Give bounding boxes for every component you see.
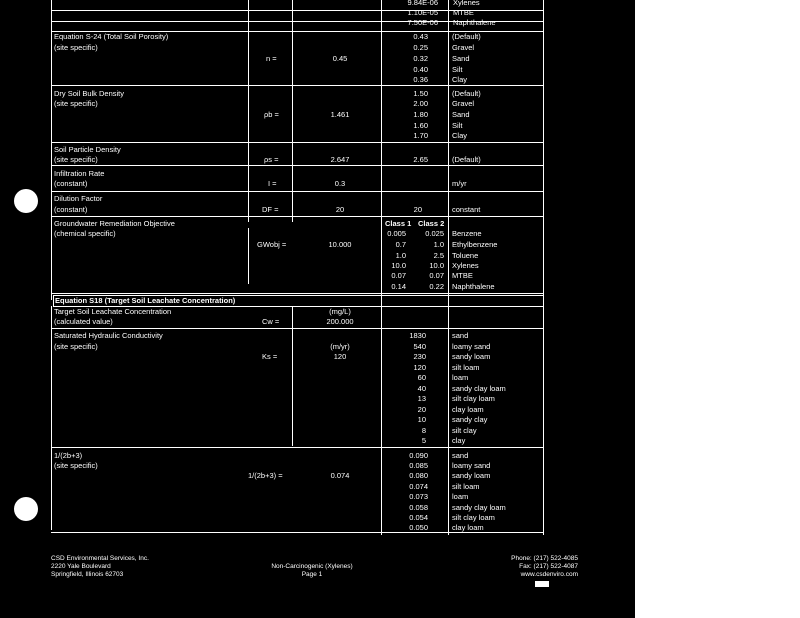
top-value: 9.84E-06 [407,0,438,7]
exponent-row-value: 0.050 [409,523,428,532]
s18-unit: (mg/L) [329,307,351,316]
gw-chemical: Benzene [452,229,482,238]
gw-chemical: Ethylbenzene [452,240,498,249]
hydraulic-row-label: silt loam [452,363,480,372]
rule [51,532,543,533]
gw-class1-value: 10.0 [391,261,406,270]
column-divider-gw-1 [248,228,249,284]
dilution-symbol: DF = [262,205,279,214]
footer-fax: Fax: (217) 522-4087 [519,563,578,570]
gw-symbol: GWobj = [257,240,287,249]
bulk-row-value: 1.50 [413,89,428,98]
rule [51,447,543,448]
punch-hole-top [14,189,38,213]
hydraulic-sub: (site specific) [54,342,98,351]
dilution-ref: 20 [413,205,422,214]
s18-title: Equation S18 (Target Soil Leachate Concentration) [55,296,236,305]
bulk-sub: (site specific) [54,99,98,108]
hydraulic-row-label: clay loam [452,405,484,414]
particle-value: 2.647 [330,155,350,164]
exponent-row-value: 0.074 [409,482,428,491]
gw-chemical: Naphthalene [452,282,495,291]
top-label: Xylenes [453,0,480,7]
infiltration-value: 0.3 [334,179,346,188]
hydraulic-row-value: 60 [417,373,426,382]
gw-class2-value: 1.0 [433,240,444,249]
porosity-row-label: Silt [452,65,463,74]
column-divider-3 [381,0,382,535]
infiltration-sub: (constant) [54,179,88,188]
s18-value: 200.000 [326,317,354,326]
bulk-row-value: 1.70 [413,131,428,140]
hydraulic-row-label: sandy clay loam [452,384,506,393]
bulk-row-value: 2.00 [413,99,428,108]
s18-line1: Target Soil Leachate Concentration [54,307,172,316]
exponent-row-label: clay loam [452,523,484,532]
dilution-sub: (constant) [54,205,88,214]
rule [51,191,543,192]
footer-company: CSD Environmental Services, Inc. [51,555,149,562]
hydraulic-row-label: sandy loam [452,352,491,361]
gw-class1-value: 0.005 [387,229,406,238]
footer-address2: Springfield, Illinois 62703 [51,571,124,578]
porosity-value: 0.45 [332,54,348,63]
porosity-row-value: 0.32 [413,54,428,63]
footer-page: Page 1 [301,571,323,578]
porosity-row-value: 0.43 [413,32,428,41]
rule [51,165,543,166]
gw-class1-value: 0.07 [391,271,406,280]
gw-class1-value: 0.7 [395,240,406,249]
porosity-row-value: 0.40 [413,65,428,74]
exponent-row-value: 0.054 [409,513,428,522]
porosity-row-value: 0.36 [413,75,428,84]
top-label: MTBE [453,8,474,17]
column-divider-lower [292,306,293,446]
gw-class2-value: 0.025 [425,229,444,238]
bulk-row-label: Sand [452,110,470,119]
s18-symbol: Cw = [262,317,280,326]
particle-title: Soil Particle Density [54,145,121,154]
hydraulic-title: Saturated Hydraulic Conductivity [54,331,163,340]
dilution-ref-label: constant [452,205,481,214]
gw-chemical: MTBE [452,271,473,280]
exponent-row-value: 0.073 [409,492,428,501]
hydraulic-row-value: 5 [421,436,426,445]
porosity-row-label: Clay [452,75,468,84]
rule [51,216,543,217]
gw-title: Groundwater Remediation Objective [54,219,175,228]
exponent-symbol: 1/(2b+3) = [248,471,283,480]
porosity-title: Equation S-24 (Total Soil Porosity) [54,32,169,41]
gw-class2-value: 0.22 [429,282,444,291]
particle-sub: (site specific) [54,155,98,164]
column-divider-1 [248,0,249,222]
footer-phone: Phone: (217) 522-4085 [511,555,578,562]
gw-class1-value: 0.14 [391,282,406,291]
bulk-symbol: ρb = [264,110,279,119]
left-border-upper [51,0,52,300]
bulk-row-label: Clay [452,131,468,140]
dilution-value: 20 [335,205,345,214]
bulk-row-label: Gravel [452,99,475,108]
gw-chemical: Toluene [452,251,479,260]
exponent-row-value: 0.090 [409,451,428,460]
gw-class2-value: 2.5 [433,251,444,260]
hydraulic-symbol: Ks = [262,352,278,361]
particle-symbol: ρs = [264,155,279,164]
exponent-row-value: 0.080 [409,471,428,480]
exponent-sub: (site specific) [54,461,98,470]
rule [51,328,543,329]
exponent-row-value: 0.085 [409,461,428,470]
rule [51,142,543,143]
hydraulic-row-label: loamy sand [452,342,491,351]
exponent-row-label: sand [452,451,469,460]
right-border [543,0,544,535]
particle-default-value: 2.65 [413,155,428,164]
top-label: Naphthalene [453,18,496,27]
dilution-title: Dilution Factor [54,194,103,203]
rule [51,85,543,86]
particle-default-label: (Default) [452,155,481,164]
hydraulic-unit: (m/yr) [330,342,350,351]
hydraulic-row-value: 13 [417,394,426,403]
hydraulic-row-label: sandy clay [452,415,488,424]
exponent-row-label: sandy clay loam [452,503,506,512]
exponent-row-label: loamy sand [452,461,491,470]
exponent-row-label: silt loam [452,482,480,491]
hydraulic-value: 120 [333,352,347,361]
hydraulic-row-label: silt clay [452,426,477,435]
gw-class2-value: 0.07 [429,271,444,280]
hydraulic-row-value: 10 [417,415,426,424]
bulk-row-value: 1.60 [413,121,428,130]
footer-logo-icon [535,581,549,587]
exponent-row-value: 0.058 [409,503,428,512]
porosity-sub: (site specific) [54,43,98,52]
infiltration-unit: m/yr [452,179,467,188]
column-divider-4 [448,0,449,535]
porosity-row-label: Gravel [452,43,475,52]
left-border-lower [51,306,52,530]
exponent-title: 1/(2b+3) [54,451,83,460]
gw-chemical: Xylenes [452,261,479,270]
footer-address1: 2220 Yale Boulevard [51,563,111,570]
gw-class2-header: Class 2 [418,219,445,228]
rule [51,293,543,294]
exponent-row-label: silt clay loam [452,513,495,522]
hydraulic-row-value: 230 [413,352,426,361]
infiltration-title: Infiltration Rate [54,169,105,178]
exponent-row-label: loam [452,492,469,501]
gw-sub: (chemical specific) [54,229,116,238]
hydraulic-row-label: clay [452,436,466,445]
punch-hole-bottom [14,497,38,521]
gw-class2-value: 10.0 [429,261,444,270]
top-value: 7.50E-06 [407,18,438,27]
infiltration-symbol: I = [268,179,277,188]
hydraulic-row-label: loam [452,373,469,382]
bulk-title: Dry Soil Bulk Density [54,89,125,98]
gw-class1-header: Class 1 [385,219,412,228]
footer-document: Non-Carcinogenic (Xylenes) [271,563,353,570]
gw-class1-value: 1.0 [395,251,406,260]
bulk-row-label: (Default) [452,89,481,98]
hydraulic-row-value: 1830 [409,331,426,340]
porosity-symbol: n = [266,54,277,63]
hydraulic-row-label: sand [452,331,469,340]
hydraulic-row-value: 8 [421,426,426,435]
hydraulic-row-value: 540 [413,342,426,351]
hydraulic-row-label: silt clay loam [452,394,495,403]
gw-value: 10.000 [328,240,352,249]
porosity-row-label: Sand [452,54,470,63]
footer-website: www.csdenviro.com [520,571,578,578]
hydraulic-row-value: 40 [417,384,426,393]
bulk-value: 1.461 [330,110,350,119]
column-divider-2 [292,0,293,222]
porosity-row-label: (Default) [452,32,481,41]
s18-line2: (calculated value) [54,317,113,326]
hydraulic-row-value: 20 [417,405,426,414]
bulk-row-value: 1.80 [413,110,428,119]
bulk-row-label: Silt [452,121,463,130]
exponent-value: 0.074 [330,471,350,480]
porosity-row-value: 0.25 [413,43,428,52]
hydraulic-row-value: 120 [413,363,426,372]
top-value: 1.10E-05 [407,8,438,17]
exponent-row-label: sandy loam [452,471,491,480]
